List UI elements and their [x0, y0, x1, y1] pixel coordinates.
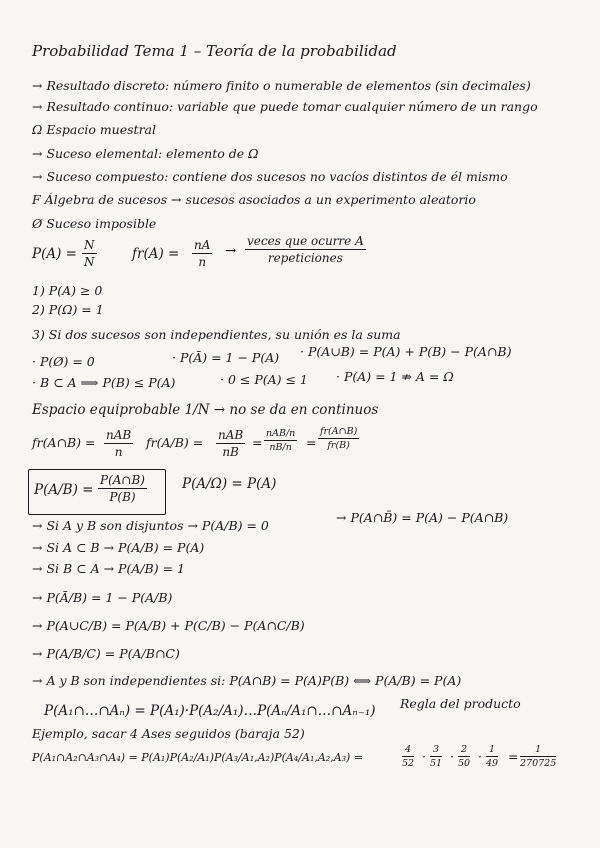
- conditional-probability-fraction: [98, 473, 147, 504]
- espacio-equiprobable: Espacio equiprobable 1/N → no se da en continuos: [32, 402, 379, 418]
- fraction-numerator: nAB/n: [266, 428, 296, 439]
- frequency-conditional-fraction-3: [318, 426, 359, 451]
- note-chain-conditional: → P(A/B/C) = P(A/B∩C): [32, 646, 180, 661]
- note-algebra-sucesos: F Álgebra de sucesos → sucesos asociados a un experimento aleatorio: [32, 192, 476, 207]
- note-suceso-compuesto: → Suceso compuesto: contiene dos sucesos no vacíos distintos de él mismo: [32, 169, 508, 184]
- fraction-numerator: nA: [194, 238, 211, 252]
- equals-sign: =: [306, 435, 317, 450]
- example-statement: Ejemplo, sacar 4 Ases seguidos (baraja 52): [32, 726, 305, 741]
- fraction-denominator: N: [84, 255, 95, 269]
- property-union: · P(A∪B) = P(A) + P(B) − P(A∩B): [300, 344, 512, 359]
- frequency-intersection-lhs: fr(A∩B) =: [32, 435, 96, 450]
- fraction-numerator: 4: [402, 744, 414, 757]
- fraction-numerator: P(A∩B): [100, 473, 145, 487]
- fraction-numerator: 1: [486, 744, 498, 757]
- fraction-denominator: 52: [402, 758, 415, 769]
- fraction-numerator: 3: [430, 744, 442, 757]
- arrow-symbol: →: [225, 243, 237, 259]
- fraction-numerator: veces que ocurre A: [247, 234, 364, 248]
- fraction-denominator: 49: [486, 758, 499, 769]
- fraction-denominator: nB/n: [269, 442, 292, 453]
- note-resultado-discreto: → Resultado discreto: número finito o numerable de elementos (sin decimales): [32, 78, 531, 93]
- fraction-denominator: nB: [222, 445, 239, 459]
- example-fraction-3: [458, 744, 470, 769]
- page-title: Probabilidad Tema 1 – Teoría de la probabilidad: [32, 42, 397, 60]
- frequency-intersection-fraction: [104, 428, 133, 459]
- note-resultado-continuo: → Resultado continuo: variable que puede tomar cualquier número de un rango: [32, 99, 538, 114]
- frequency-conditional-lhs: fr(A/B) =: [146, 435, 204, 450]
- product-rule-formula: P(A₁∩…∩Aₙ) = P(A₁)·P(A₂/A₁)…P(Aₙ/A₁∩…∩Aₙ₋₁): [44, 703, 376, 719]
- property-subset: · B ⊂ A ⟹ P(B) ≤ P(A): [32, 375, 176, 390]
- note-union-conditional: → P(A∪C/B) = P(A/B) + P(C/B) − P(A∩C/B): [32, 618, 305, 633]
- multiply-dot: ·: [478, 749, 482, 764]
- note-intersection-complement: → P(A∩B̄) = P(A) − P(A∩B): [336, 510, 509, 525]
- fraction-denominator: 51: [430, 758, 443, 769]
- fraction-denominator: n: [114, 445, 123, 459]
- axiom-1: 1) P(A) ≥ 0: [32, 283, 103, 298]
- example-product-lhs: P(A₁∩A₂∩A₃∩A₄) = P(A₁)P(A₂/A₁)P(A₃/A₁,A₂)P(A₄/A₁,A₂,A₃) =: [32, 751, 364, 764]
- fraction-denominator: P(B): [109, 490, 136, 504]
- axiom-2: 2) P(Ω) = 1: [32, 302, 104, 317]
- fraction-numerator: N: [84, 238, 95, 252]
- multiply-dot: ·: [450, 749, 454, 764]
- example-fraction-1: [402, 744, 414, 769]
- frequency-conditional-fraction-2: [264, 428, 297, 453]
- frequency-definition-fraction: [192, 238, 212, 269]
- multiply-dot: ·: [422, 749, 426, 764]
- conditional-probability-lhs: P(A/B) =: [34, 482, 94, 498]
- fraction-denominator: repeticiones: [267, 251, 343, 265]
- note-b-subset-a: → Si B ⊂ A → P(A/B) = 1: [32, 561, 185, 576]
- note-a-subset-b: → Si A ⊂ B → P(A/B) = P(A): [32, 540, 205, 555]
- note-suceso-imposible: Ø Suceso imposible: [32, 216, 157, 231]
- note-disjuntos: → Si A y B son disjuntos → P(A/B) = 0: [32, 518, 269, 533]
- property-complement: · P(Ā) = 1 − P(A): [172, 350, 280, 365]
- axiom-3: 3) Si dos sucesos son independientes, su unión es la suma: [32, 327, 401, 342]
- equals-sign: =: [508, 749, 519, 764]
- note-independence: → A y B son independientes si: P(A∩B) = P(A)P(B) ⟺ P(A/B) = P(A): [32, 673, 462, 688]
- fraction-numerator: 2: [458, 744, 470, 757]
- fraction-denominator: fr(B): [327, 440, 350, 451]
- example-fraction-2: [430, 744, 442, 769]
- fraction-denominator: n: [198, 255, 207, 269]
- fraction-numerator: 1: [520, 744, 556, 757]
- probability-definition-fraction: [82, 238, 97, 269]
- property-bounds: · 0 ≤ P(A) ≤ 1: [220, 372, 308, 387]
- frequency-words-fraction: [245, 234, 366, 265]
- property-certain-event: · P(A) = 1 ⇏ A = Ω: [336, 369, 454, 384]
- note-complement-conditional: → P(Ā/B) = 1 − P(A/B): [32, 590, 173, 605]
- probability-definition-lhs: P(A) =: [32, 246, 77, 262]
- fraction-denominator: 50: [458, 758, 471, 769]
- fraction-numerator: nAB: [106, 428, 132, 442]
- note-espacio-muestral: Ω Espacio muestral: [32, 122, 156, 137]
- property-empty-set: · P(Ø) = 0: [32, 354, 95, 369]
- example-result-fraction: [520, 744, 556, 769]
- example-fraction-4: [486, 744, 498, 769]
- equals-sign: =: [252, 435, 263, 450]
- fraction-numerator: nAB: [218, 428, 244, 442]
- fraction-numerator: fr(A∩B): [320, 426, 358, 437]
- note-suceso-elemental: → Suceso elemental: elemento de Ω: [32, 146, 259, 161]
- fraction-denominator: 270725: [520, 758, 557, 769]
- frequency-conditional-fraction: [216, 428, 245, 459]
- frequency-definition-lhs: fr(A) =: [132, 246, 180, 262]
- product-rule-label: Regla del producto: [400, 696, 521, 711]
- conditional-on-omega: P(A/Ω) = P(A): [182, 476, 277, 492]
